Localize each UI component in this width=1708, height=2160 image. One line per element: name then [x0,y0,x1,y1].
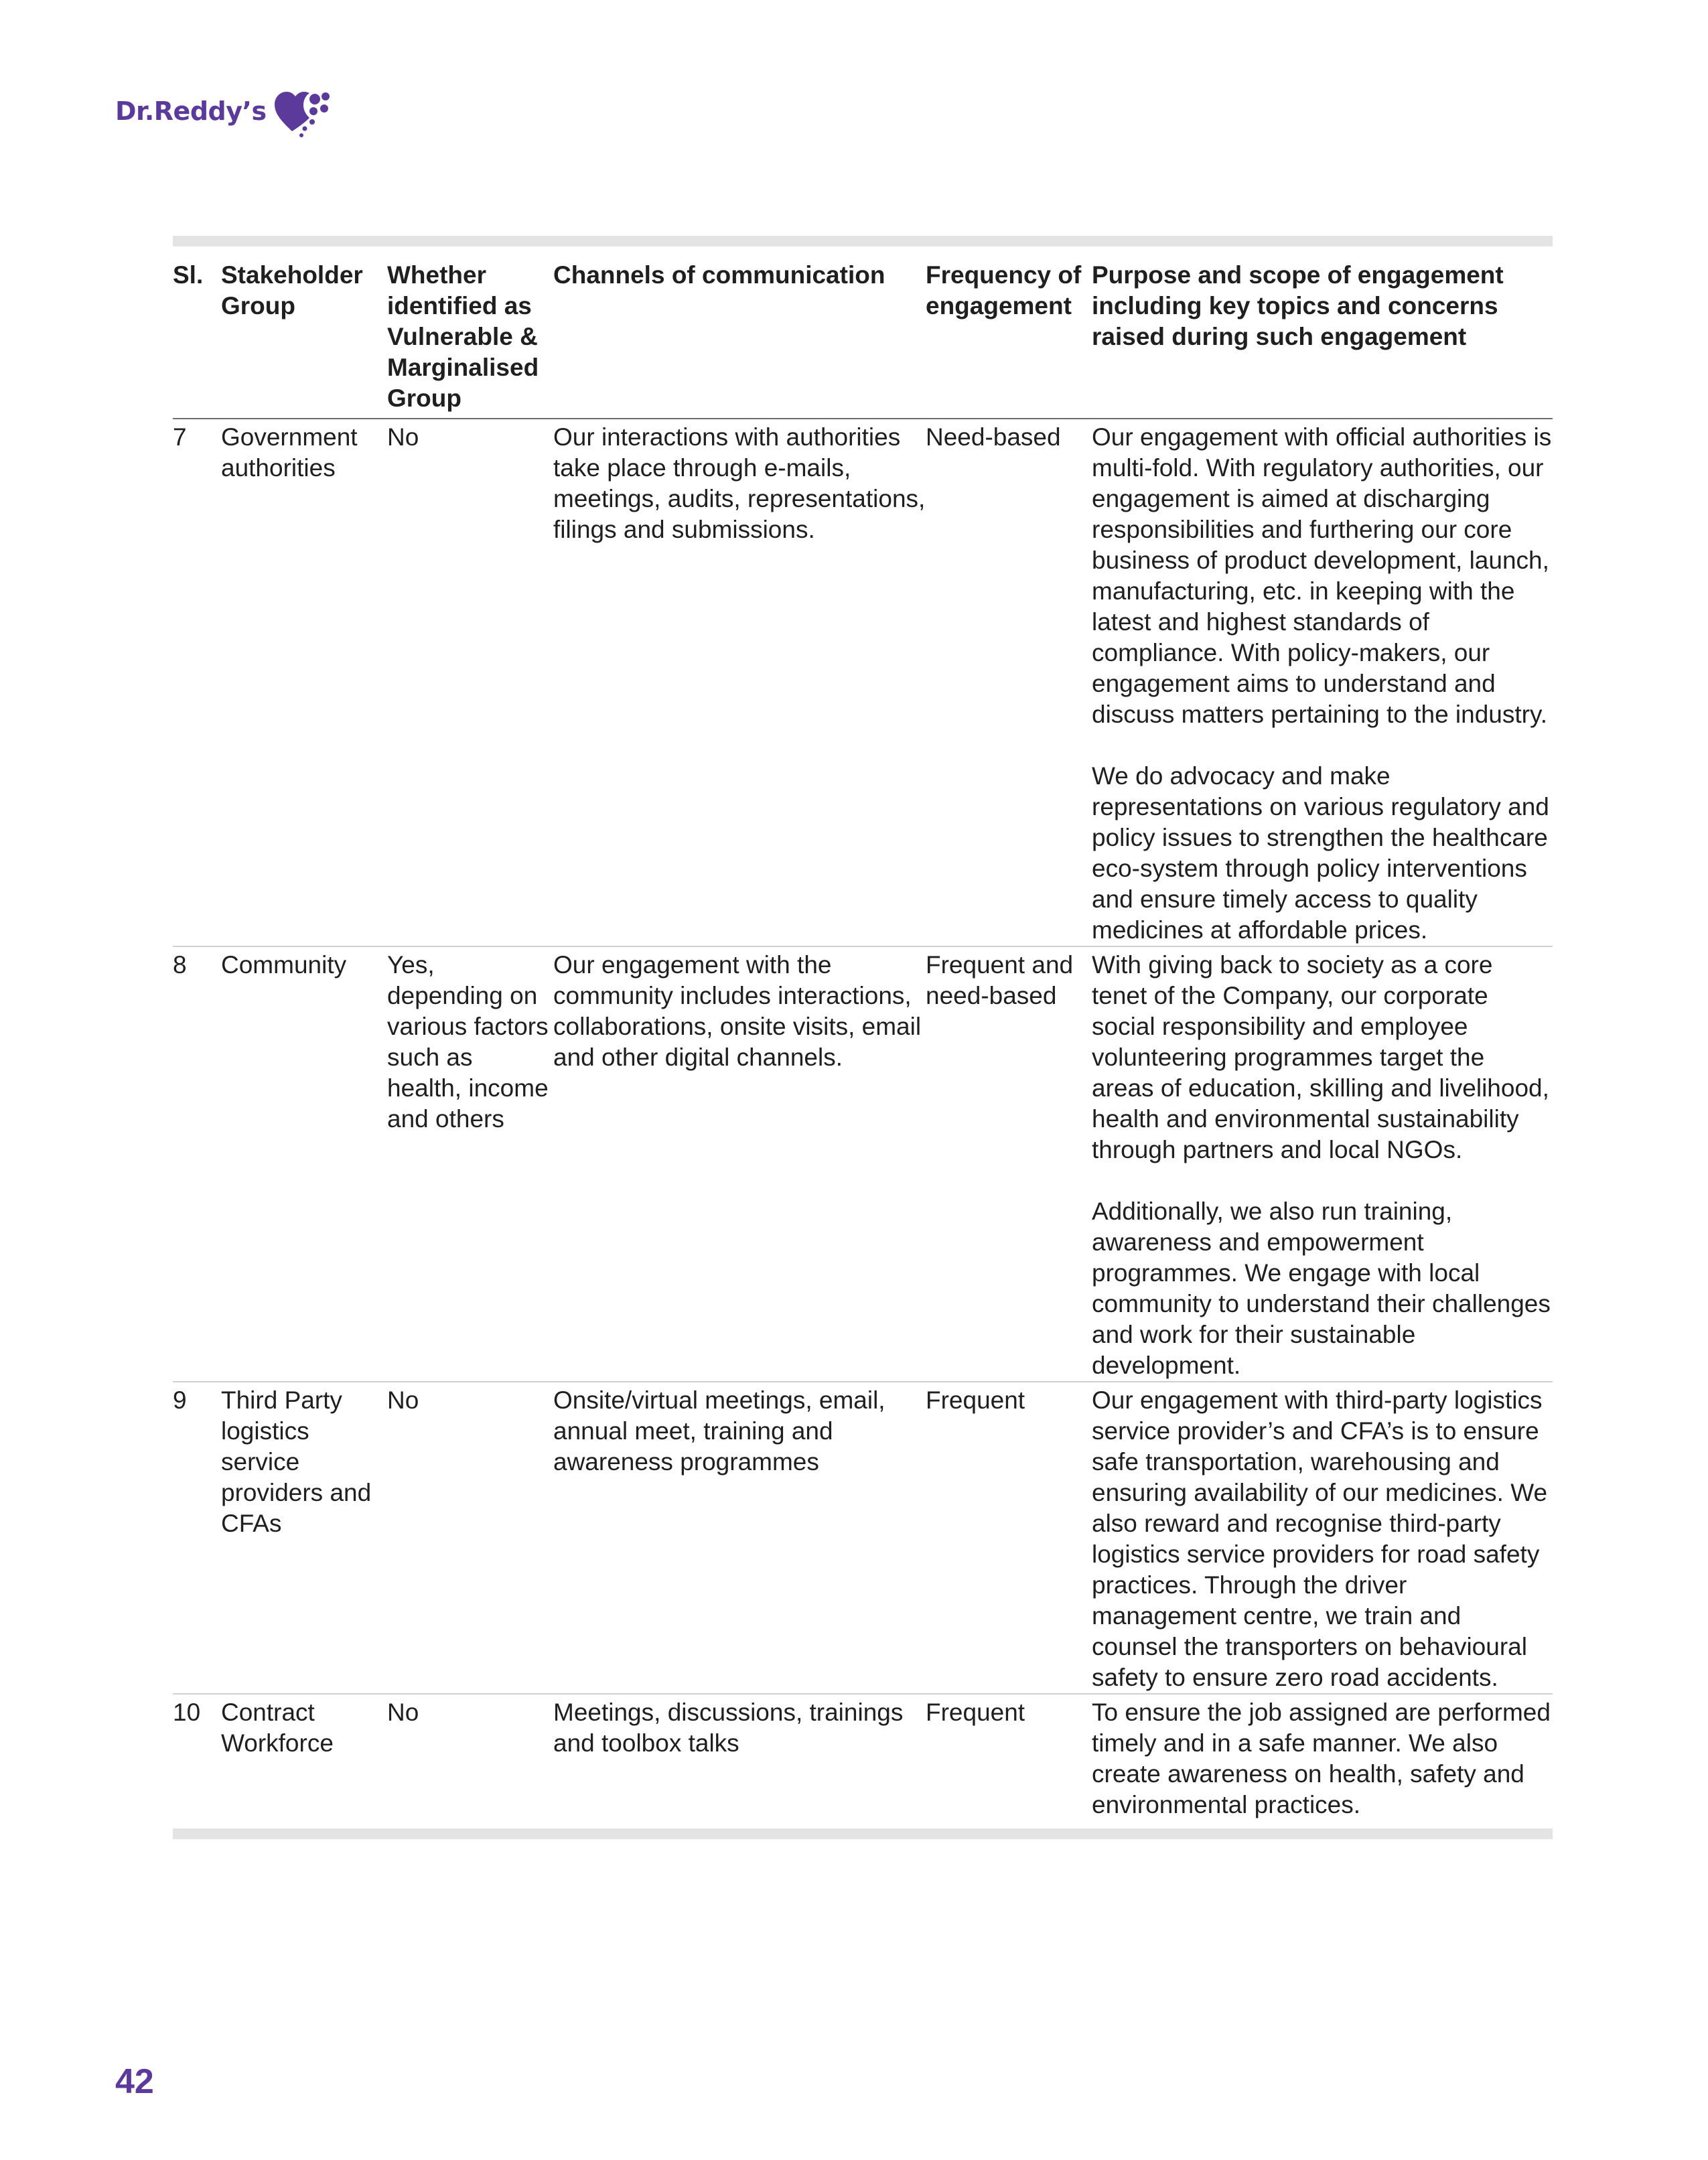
header-frequency: Frequency of engagement [926,261,1082,319]
cell-channels: Our interactions with authorities take place through e-mails, meetings, audits, representations, filings and submissions. [553,423,926,543]
brand-heart-icon [272,84,332,138]
cell-group: Contract Workforce [221,1699,334,1757]
table-top-bar [173,236,1553,246]
cell-frequency: Frequent and need-based [926,951,1074,1009]
cell-frequency: Frequent [926,1699,1025,1726]
cell-sl: 8 [173,951,187,979]
cell-sl: 7 [173,423,187,451]
brand-name: Dr.Reddy’s [115,96,267,126]
stakeholder-engagement-table [173,236,1553,1839]
cell-frequency: Frequent [926,1386,1025,1414]
purpose-paragraph: With giving back to society as a core tenet of the Company, our corporate social responsibility and employee volunteering programmes target the areas of education, skilling and livelihood, health and environmental sustainability through partners and local NGOs. [1092,951,1549,1163]
table-row [173,1382,1553,1694]
header-stakeholder-group: Stakeholder Group [221,261,363,319]
table-bottom-bar [173,1828,1553,1839]
cell-channels: Meetings, discussions, trainings and toolbox talks [553,1699,904,1757]
cell-frequency: Need-based [926,423,1061,451]
cell-vulnerable: No [387,423,419,451]
cell-group: Third Party logistics service providers and CFAs [221,1386,372,1537]
header-channels: Channels of communication [553,261,885,289]
cell-purpose [1092,419,1553,946]
purpose-paragraph: To ensure the job assigned are performed timely and in a safe manner. We also create awareness on health, safety and environmental practices. [1092,1699,1551,1818]
table-header-row [173,246,1553,419]
cell-group: Community [221,951,347,979]
cell-purpose [1092,946,1553,1382]
header-purpose: Purpose and scope of engagement including key topics and concerns raised during such engagement [1092,261,1504,350]
table-row [173,1694,1553,1828]
cell-sl: 10 [173,1699,201,1726]
cell-purpose [1092,1382,1553,1694]
brand-logo [115,84,332,138]
cell-channels: Our engagement with the community includes interactions, collaborations, onsite visits, email and other digital channels. [553,951,922,1071]
cell-group: Government authorities [221,423,358,482]
header-vulnerable: Whether identified as Vulnerable & Marginalised Group [387,261,539,412]
table-row [173,419,1553,946]
purpose-paragraph: Our engagement with official authorities is multi-fold. With regulatory authorities, our engagement is aimed at discharging responsibilities and furthering our core business of product development, launch, manufacturing, etc. in keeping with the latest and highest standards of compliance. With policy-makers, our engagement aims to understand and discuss matters pertaining to the industry. [1092,423,1552,728]
cell-sl: 9 [173,1386,187,1414]
cell-vulnerable: Yes, depending on various factors such as health, income and others [387,951,549,1133]
header-sl: Sl. [173,261,204,289]
purpose-paragraph: Additionally, we also run training, awareness and empowerment programmes. We engage with local community to understand their challenges and work for their sustainable development. [1092,1198,1551,1379]
cell-vulnerable: No [387,1386,419,1414]
cell-purpose [1092,1694,1553,1828]
cell-channels: Onsite/virtual meetings, email, annual meet, training and awareness programmes [553,1386,885,1475]
purpose-paragraph: Our engagement with third-party logistics service provider’s and CFA’s is to ensure safe transportation, warehousing and ensuring availability of our medicines. We also reward and recognise third-party logistics service providers for road safety practices. Through the driver management centre, we train and counsel the transporters on behavioural safety to ensure zero road accidents. [1092,1386,1548,1691]
page-number: 42 [115,2062,154,2101]
table-row [173,946,1553,1382]
purpose-paragraph: We do advocacy and make representations on various regulatory and policy issues to strengthen the healthcare eco-system through policy interventions and ensure timely access to quality medicines at affordable prices. [1092,762,1549,944]
cell-vulnerable: No [387,1699,419,1726]
